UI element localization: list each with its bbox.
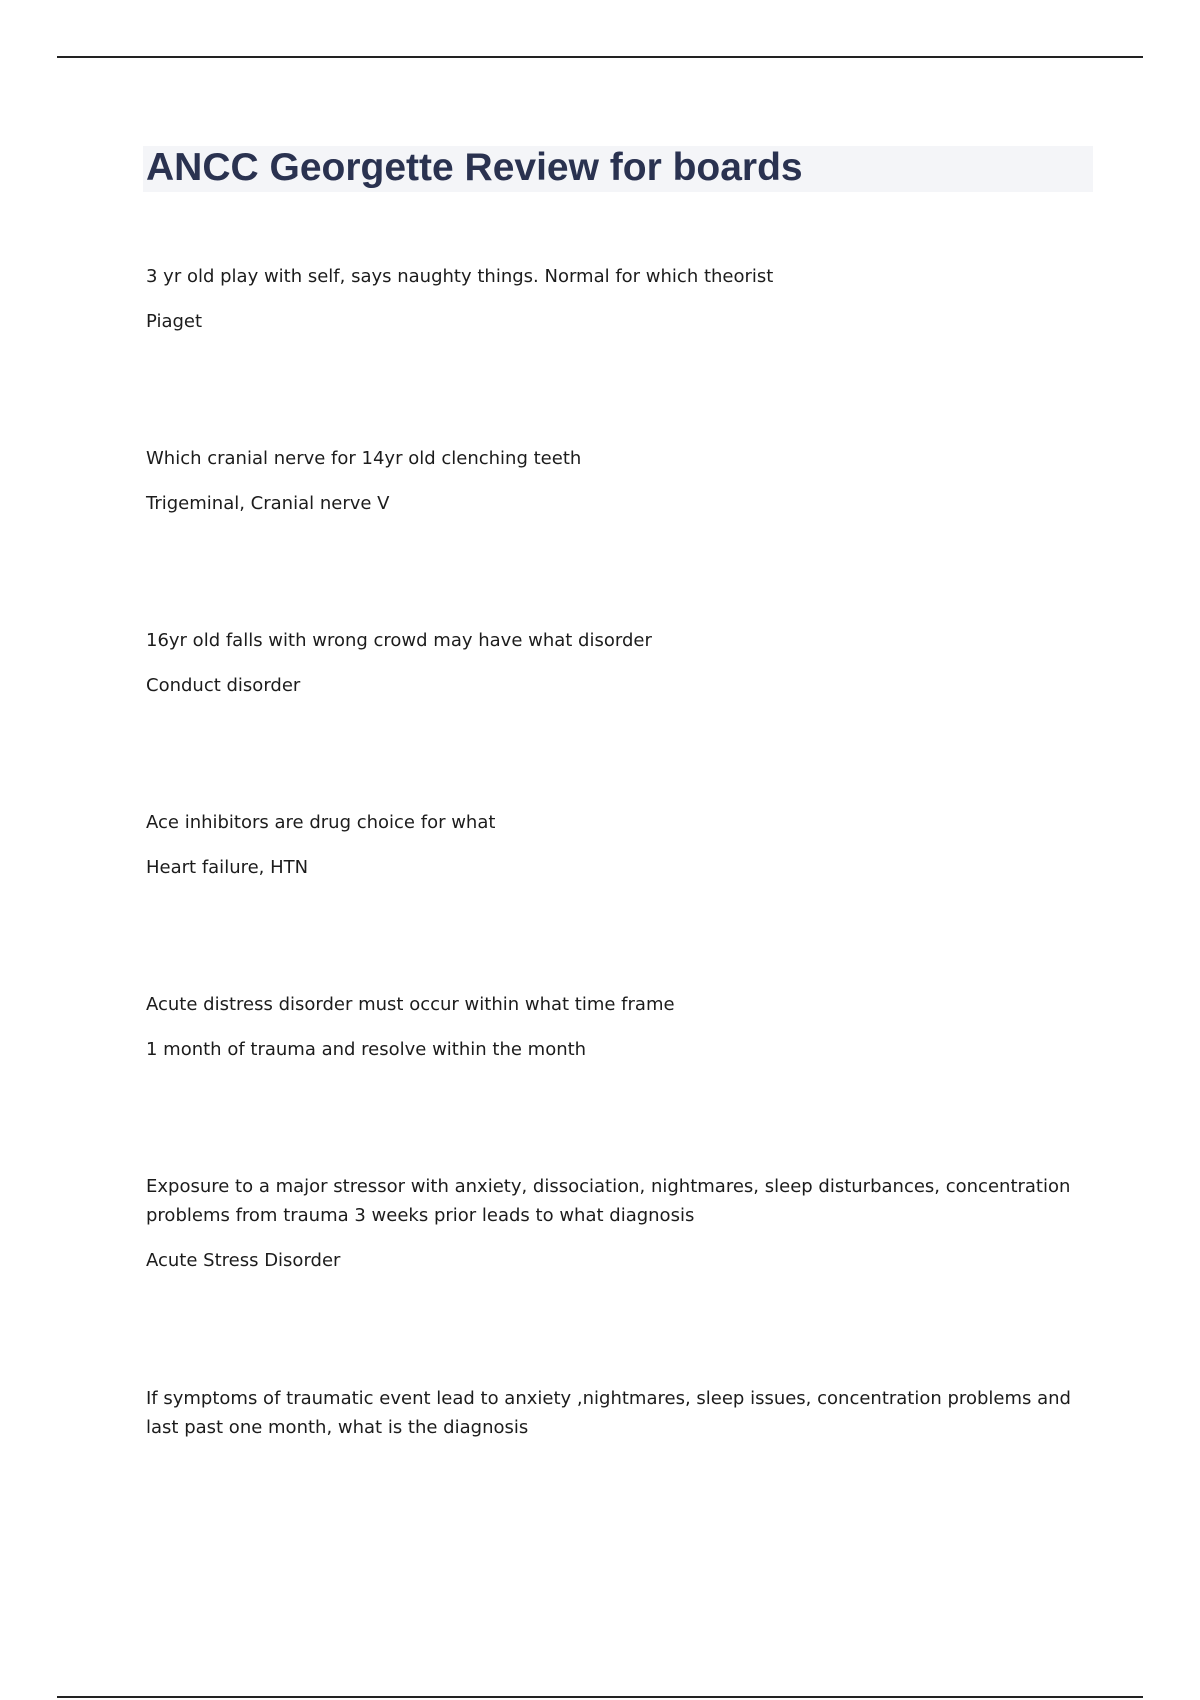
flashcard: [146, 808, 1086, 882]
card-answer: 1 month of trauma and resolve within the month: [146, 1039, 587, 1060]
card-answer: Trigeminal, Cranial nerve V: [146, 493, 390, 514]
card-question: 16yr old falls with wrong crowd may have what disorder: [146, 630, 652, 651]
flashcard: [146, 1172, 1086, 1275]
card-answer: Piaget: [146, 311, 203, 332]
card-question: Exposure to a major stressor with anxiety, dissociation, nightmares, sleep disturbances, concentration problems from trauma 3 weeks prior leads to what diagnosis: [146, 1176, 1071, 1226]
flashcard: [146, 626, 1086, 700]
document-title: ANCC Georgette Review for boards: [146, 146, 803, 189]
card-answer: Conduct disorder: [146, 675, 301, 696]
card-answer: Acute Stress Disorder: [146, 1250, 341, 1271]
card-answer: Heart failure, HTN: [146, 857, 309, 878]
header-divider: [57, 56, 1143, 58]
flashcard: [146, 262, 1086, 336]
flashcard: [146, 444, 1086, 518]
card-question: Acute distress disorder must occur within what time frame: [146, 994, 675, 1015]
card-question: Ace inhibitors are drug choice for what: [146, 812, 496, 833]
flashcard: [146, 1384, 1086, 1442]
card-question: If symptoms of traumatic event lead to anxiety ,nightmares, sleep issues, concentration problems and last past one month, what is the diagnosis: [146, 1388, 1071, 1438]
footer-divider: [57, 1696, 1143, 1698]
card-question: Which cranial nerve for 14yr old clenching teeth: [146, 448, 582, 469]
flashcard: [146, 990, 1086, 1064]
card-question: 3 yr old play with self, says naughty things. Normal for which theorist: [146, 266, 774, 287]
